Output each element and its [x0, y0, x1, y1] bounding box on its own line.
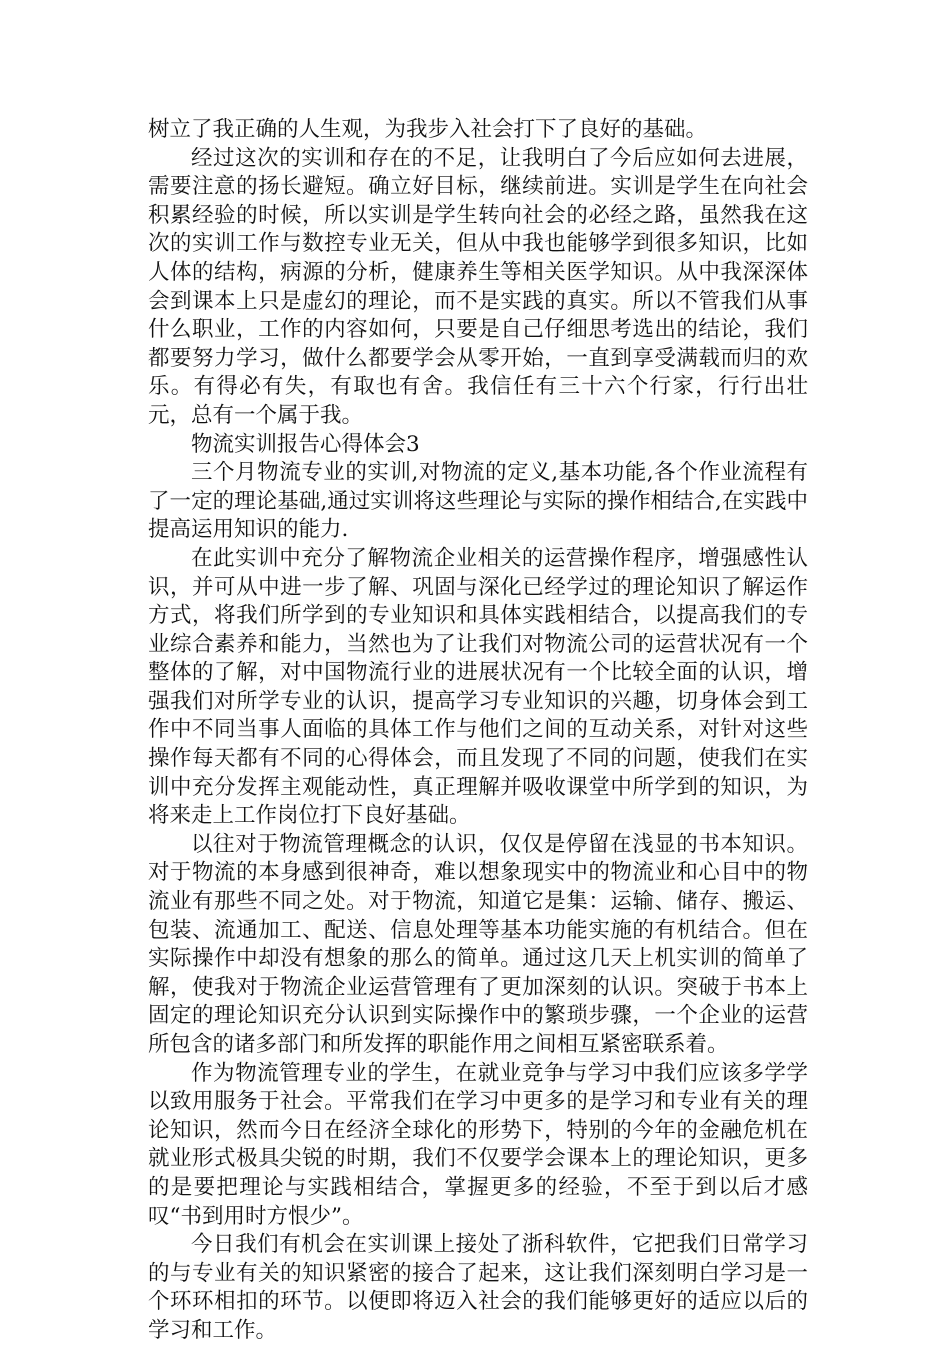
paragraph-opening: 树立了我正确的人生观，为我步入社会打下了良好的基础。	[148, 117, 708, 142]
paragraph-logistics-concept: 以往对于物流管理概念的认识，仅仅是停留在浅显的书本知识。对于物流的本身感到很神奇，难以想象现实中的物流业和心目中的物流业有那些不同之处。对于物流，知道它是集：运输、储存、搬运、包装、流通加工、配送、信息处理等基本功能实施的有机结合。但在实际操作中却没有想象的那么的简单。通过这几天上机实训的简单了解，使我对于物流企业运营管理有了更加深刻的认识。突破于书本上固定的理论知识充分认识到实际操作中的繁琐步骤，一个企业的运营所包含的诸多部门和所发挥的职能作用之间相互紧密联系着。	[148, 831, 808, 1057]
paragraph-software: 今日我们有机会在实训课上接处了浙科软件，它把我们日常学习的与专业有关的知识紧密的接合了起来，这让我们深刻明白学习是一个环环相扣的环节。以便即将迈入社会的我们能够更好的适应以后的学习和工作。	[148, 1232, 808, 1343]
paragraph-operations: 在此实训中充分了解物流企业相关的运营操作程序，增强感性认识，并可从中进一步了解、巩固与深化已经学过的理论知识了解运作方式，将我们所学到的专业知识和具体实践相结合，以提高我们的专业综合素养和能力，当然也为了让我们对物流公司的运营状况有一个整体的了解，对中国物流行业的进展状况有一个比较全面的认识，增强我们对所学专业的认识，提高学习专业知识的兴趣，切身体会到工作中不同当事人面临的具体工作与他们之间的互动关系，对针对这些操作每天都有不同的心得体会，而且发现了不同的问题，使我们在实训中充分发挥主观能动性，真正理解并吸收课堂中所学到的知识，为将来走上工作岗位打下良好基础。	[148, 545, 808, 829]
paragraph-three-months: 三个月物流专业的实训,对物流的定义,基本功能,各个作业流程有了一定的理论基础,通过实训将这些理论与实际的操作相结合,在实践中提高运用知识的能力.	[148, 460, 808, 543]
section-heading: 物流实训报告心得体会3	[191, 431, 420, 457]
paragraph-student-role: 作为物流管理专业的学生，在就业竞争与学习中我们应该多学学以致用服务于社会。平常我们在学习中更多的是学习和专业有关的理论知识，然而今日在经济全球化的形势下，特别的今年的金融危机在就业形式极具尖锐的时期，我们不仅要学会课本上的理论知识，更多的是要把理论与实践相结合，掌握更多的经验，不至于到以后才感叹“书到用时方恨少”。	[148, 1060, 808, 1229]
document-body	[148, 116, 808, 1346]
paragraph-training-reflection: 经过这次的实训和存在的不足，让我明白了今后应如何去进展，需要注意的扬长避短。确立好目标，继续前进。实训是学生在向社会积累经验的时候，所以实训是学生转向社会的必经之路，虽然我在这次的实训工作与数控专业无关，但从中我也能够学到很多知识，比如人体的结构，病源的分析，健康养生等相关医学知识。从中我深深体会到课本上只是虚幻的理论，而不是实践的真实。所以不管我们从事什么职业，工作的内容如何，只要是自己仔细思考选出的结论，我们都要努力学习，做什么都要学会从零开始，一直到享受满载而归的欢乐。有得必有失，有取也有舍。我信任有三十六个行家，行行出壮元，总有一个属于我。	[148, 145, 808, 428]
